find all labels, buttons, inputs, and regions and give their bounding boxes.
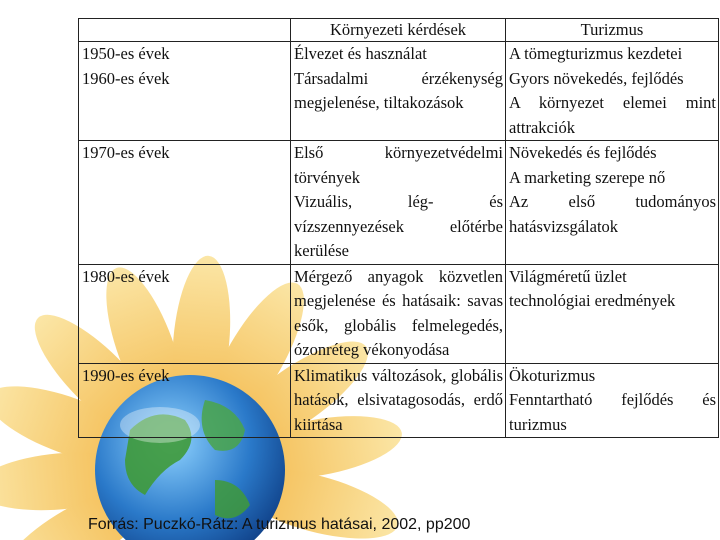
source-caption: Forrás: Puczkó-Rátz: A turizmus hatásai, 2002, pp200: [88, 516, 471, 533]
period-label: 1960-es évek: [82, 68, 170, 88]
tourism-line: A környezet elemei mint attrakciók: [509, 93, 716, 137]
environment-line: Mérgező anyagok közvetlen megjelenése és hatásaik: savas esők, globális felmelegedés, ózonréteg vékonyodása: [294, 266, 503, 359]
tourism-line: A marketing szerepe nő: [509, 167, 666, 187]
environment-cell: [291, 141, 506, 265]
period-label: 1970-es évek: [82, 143, 170, 162]
environment-line: Első környezetvédelmi törvények: [294, 143, 503, 187]
table-header-row: [79, 19, 719, 42]
tourism-cell: [506, 363, 719, 438]
period-cell: [79, 264, 291, 363]
period-label: 1950-es évek: [82, 44, 170, 63]
environment-line: Élvezet és használat: [294, 44, 427, 63]
header-period-cell: [79, 19, 291, 42]
environment-cell: [291, 42, 506, 141]
environment-cell: [291, 363, 506, 438]
period-cell: [79, 363, 291, 438]
tourism-line: Fenntartható fejlődés és turizmus: [509, 390, 716, 434]
tourism-line: A tömegturizmus kezdetei: [509, 44, 683, 63]
tourism-line: Világméretű üzlet: [509, 266, 627, 286]
environment-cell: [291, 264, 506, 363]
table-row: [79, 141, 719, 265]
tourism-cell: [506, 264, 719, 363]
header-tourism: Turizmus: [506, 19, 719, 42]
period-label: 1990-es évek: [82, 365, 170, 385]
period-cell: [79, 141, 291, 265]
history-table: [78, 18, 719, 438]
tourism-line: Gyors növekedés, fejlődés: [509, 68, 684, 88]
environment-line: Vizuális, lég- és vízszennyezések előtérbe kerülése: [294, 192, 503, 260]
tourism-line: Ökoturizmus: [509, 365, 596, 385]
environment-line: Társadalmi érzékenység megjelenése, tiltakozások: [294, 68, 503, 112]
period-cell: [79, 42, 291, 141]
header-environment: Környezeti kérdések: [291, 19, 506, 42]
tourism-cell: [506, 42, 719, 141]
environment-line: Klimatikus változások, globális hatások, elsivatagosodás, erdő kiirtása: [294, 365, 503, 434]
tourism-line: Az első tudományos hatásvizsgálatok: [509, 192, 716, 236]
period-label: 1980-es évek: [82, 266, 170, 286]
table-row: [79, 42, 719, 141]
table-row: [79, 363, 719, 438]
tourism-cell: [506, 141, 719, 265]
table-row: [79, 264, 719, 363]
tourism-line: Növekedés és fejlődés: [509, 143, 657, 162]
tourism-line: technológiai eredmények: [509, 291, 676, 310]
